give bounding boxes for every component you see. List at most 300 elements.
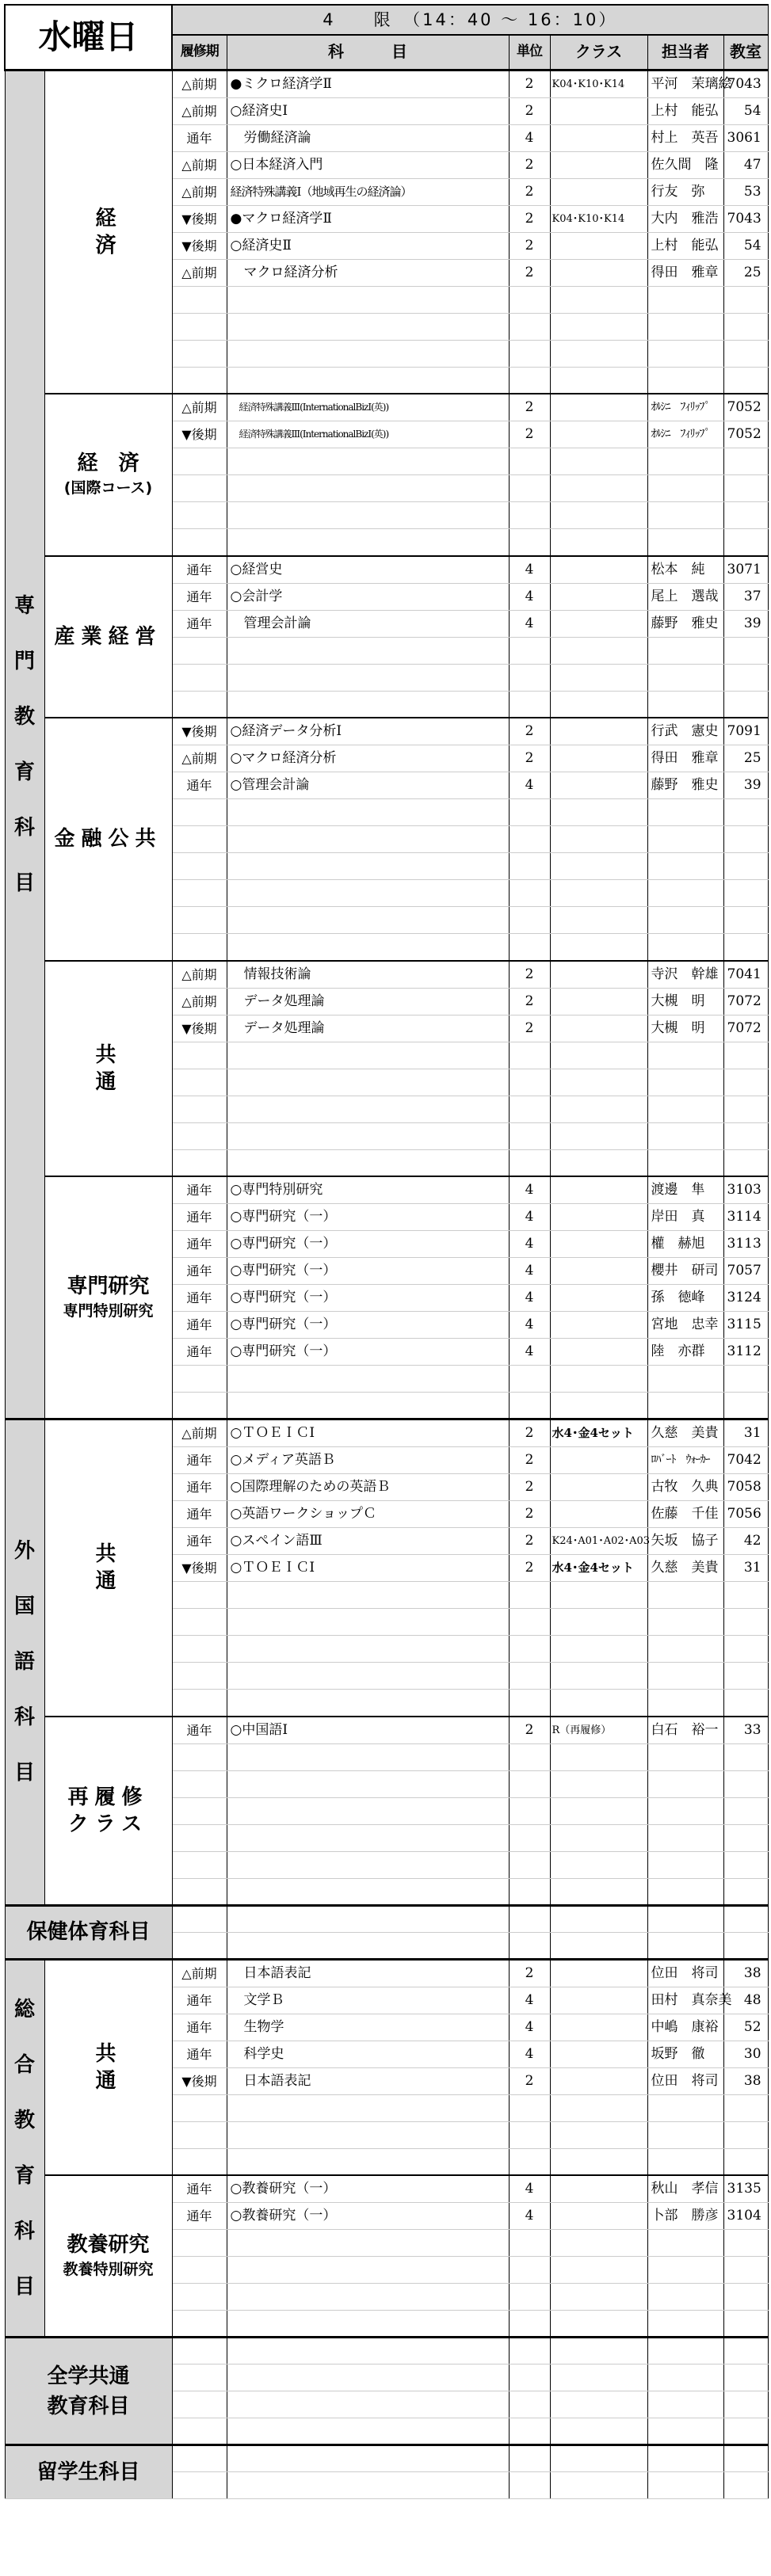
credit-cell: 4 [509, 556, 550, 584]
class-cell [550, 1231, 647, 1258]
category-char: 育 [13, 760, 35, 784]
term-cell [172, 2094, 227, 2121]
subject-cell [227, 1932, 509, 1959]
credit-cell [509, 2472, 550, 2499]
subject-cell [227, 475, 509, 502]
term-cell: 通年 [172, 1204, 227, 1231]
subject-cell [227, 1366, 509, 1393]
class-cell [550, 367, 647, 394]
category-hoken: 保健体育科目 [5, 1905, 172, 1959]
subject-cell: 文学Ｂ [227, 1987, 509, 2014]
room-cell [723, 1122, 768, 1149]
room-cell: 7043 [723, 205, 768, 232]
category-gaikoku [5, 1419, 44, 1906]
class-cell [550, 1122, 647, 1149]
class-cell [550, 961, 647, 989]
period-title: 4 限 （14：40 ～ 16：10） [172, 5, 768, 35]
teacher-cell [647, 799, 723, 826]
table-row [5, 1959, 768, 1987]
credit-cell [509, 1069, 550, 1096]
subject-cell: 生物学 [227, 2014, 509, 2041]
subject-cell [227, 907, 509, 934]
teacher-cell [647, 2094, 723, 2121]
subject-cell: 日本語表記 [227, 2067, 509, 2094]
class-cell [550, 232, 647, 259]
class-cell [550, 610, 647, 637]
group-main: 経 済 [77, 452, 139, 476]
class-cell [550, 1851, 647, 1878]
room-cell [723, 664, 768, 691]
credit-cell: 4 [509, 2175, 550, 2203]
subject-cell [227, 637, 509, 664]
term-cell [172, 1932, 227, 1959]
room-cell: 52 [723, 2014, 768, 2041]
subject-cell: 経済特殊講義Ⅲ(InternationalBizⅠ(英)) [227, 421, 509, 448]
teacher-cell: 宮地 忠幸 [647, 1312, 723, 1339]
teacher-cell [647, 313, 723, 340]
credit-cell [509, 1609, 550, 1636]
credit-cell [509, 1636, 550, 1663]
term-cell: 通年 [172, 1447, 227, 1474]
class-cell [550, 1501, 647, 1528]
teacher-cell: 渡邊 隼 [647, 1176, 723, 1204]
category-sogo [5, 1959, 44, 2338]
credit-cell [509, 2311, 550, 2338]
subject-cell [227, 1851, 509, 1878]
room-cell [723, 799, 768, 826]
subject-cell [227, 1609, 509, 1636]
subject-cell [227, 340, 509, 367]
table-row [5, 2445, 768, 2472]
term-cell [172, 1096, 227, 1122]
teacher-cell: 藤野 雅史 [647, 772, 723, 799]
teacher-cell: 佐藤 千佳 [647, 1501, 723, 1528]
term-cell: ▼後期 [172, 1555, 227, 1582]
class-cell [550, 1176, 647, 1204]
subject-cell: データ処理論 [227, 988, 509, 1015]
class-cell [550, 1690, 647, 1717]
teacher-cell: 權 赫旭 [647, 1231, 723, 1258]
room-cell: 37 [723, 583, 768, 610]
teacher-cell: 坂野 徹 [647, 2041, 723, 2067]
teacher-cell [647, 1149, 723, 1176]
class-cell [550, 1258, 647, 1285]
class-cell [550, 1743, 647, 1770]
subject-cell: 情報技術論 [227, 961, 509, 989]
room-cell [723, 880, 768, 907]
class-cell [550, 2175, 647, 2203]
col-credit-header: 単位 [509, 35, 550, 70]
credit-cell [509, 286, 550, 313]
room-cell: 3071 [723, 556, 768, 584]
subject-cell: ○会計学 [227, 583, 509, 610]
credit-cell: 2 [509, 1528, 550, 1555]
teacher-cell [647, 1393, 723, 1419]
term-cell: △前期 [172, 97, 227, 124]
credit-cell: 2 [509, 1015, 550, 1042]
subject-cell [227, 313, 509, 340]
room-cell [723, 1663, 768, 1690]
group-kinyu: 金融公共 [44, 718, 172, 961]
class-cell [550, 1797, 647, 1824]
term-cell: △前期 [172, 70, 227, 97]
teacher-cell: ﾛﾊﾞｰﾄ ｳｫｰｶｰ [647, 1447, 723, 1474]
term-cell: 通年 [172, 1339, 227, 1366]
subject-cell [227, 1690, 509, 1717]
credit-cell: 2 [509, 988, 550, 1015]
credit-cell: 2 [509, 718, 550, 745]
class-cell [550, 178, 647, 205]
term-cell [172, 2391, 227, 2418]
teacher-cell [647, 2230, 723, 2257]
class-cell [550, 1905, 647, 1932]
room-cell [723, 1851, 768, 1878]
subject-cell: 経済特殊講義Ⅲ(InternationalBizⅠ(英)) [227, 394, 509, 421]
class-cell [550, 448, 647, 475]
term-cell [172, 934, 227, 961]
category-char: 合 [13, 2052, 35, 2077]
credit-cell: 4 [509, 1231, 550, 1258]
teacher-cell [647, 2365, 723, 2391]
day-title: 水曜日 [5, 5, 172, 70]
class-cell [550, 2014, 647, 2041]
teacher-cell [647, 853, 723, 880]
teacher-cell [647, 1366, 723, 1393]
class-cell [550, 2203, 647, 2230]
term-cell: △前期 [172, 745, 227, 772]
term-cell [172, 1878, 227, 1905]
term-cell: 通年 [172, 2014, 227, 2041]
category-char: 外 [13, 1539, 35, 1564]
subject-cell: ●ミクロ経済学Ⅱ [227, 70, 509, 97]
teacher-cell [647, 2391, 723, 2418]
room-cell [723, 1042, 768, 1069]
credit-cell [509, 1797, 550, 1824]
credit-cell: 4 [509, 2203, 550, 2230]
class-cell [550, 97, 647, 124]
table-row [5, 1717, 768, 1744]
subject-cell: ○中国語Ⅰ [227, 1717, 509, 1744]
teacher-cell [647, 826, 723, 853]
subject-cell: ○教養研究（一） [227, 2175, 509, 2203]
class-cell [550, 1582, 647, 1609]
category-char: 国 [13, 1595, 35, 1619]
term-cell [172, 637, 227, 664]
room-cell [723, 475, 768, 502]
credit-cell [509, 340, 550, 367]
room-cell [723, 2445, 768, 2472]
header-row-1 [5, 5, 768, 35]
class-cell [550, 2365, 647, 2391]
subject-cell [227, 1149, 509, 1176]
teacher-cell: 中嶋 康裕 [647, 2014, 723, 2041]
class-cell [550, 1393, 647, 1419]
subject-cell [227, 1824, 509, 1851]
subject-cell: ○スペイン語Ⅲ [227, 1528, 509, 1555]
category-char: 科 [13, 1705, 35, 1730]
teacher-cell [647, 529, 723, 556]
term-cell [172, 664, 227, 691]
teacher-cell [647, 1770, 723, 1797]
credit-cell [509, 799, 550, 826]
credit-cell: 4 [509, 2014, 550, 2041]
teacher-cell: 久慈 美貴 [647, 1555, 723, 1582]
term-cell [172, 529, 227, 556]
category-char: 科 [13, 815, 35, 840]
room-cell: 3104 [723, 2203, 768, 2230]
group-main: 専門研究 [67, 1275, 150, 1298]
col-class-header: クラス [550, 35, 647, 70]
subject-cell [227, 529, 509, 556]
term-cell: ▼後期 [172, 421, 227, 448]
col-subject-header: 科 目 [227, 35, 509, 70]
teacher-cell [647, 880, 723, 907]
teacher-cell: 上村 能弘 [647, 232, 723, 259]
class-cell [550, 1987, 647, 2014]
teacher-cell [647, 907, 723, 934]
subject-cell [227, 826, 509, 853]
class-cell [550, 1042, 647, 1069]
teacher-cell [647, 448, 723, 475]
group-main: 教養研究 [67, 2233, 150, 2257]
class-cell: R（再履修） [550, 1717, 647, 1744]
credit-cell: 4 [509, 610, 550, 637]
room-cell: 39 [723, 772, 768, 799]
subject-cell [227, 1663, 509, 1690]
room-cell [723, 1609, 768, 1636]
room-cell [723, 1096, 768, 1122]
subject-cell: 労働経済論 [227, 124, 509, 151]
credit-cell [509, 1690, 550, 1717]
room-cell [723, 2418, 768, 2445]
class-cell: K24･A01･A02･A03 [550, 1528, 647, 1555]
teacher-cell: 尾上 選哉 [647, 583, 723, 610]
category-char: 科 [13, 2219, 35, 2243]
class-cell [550, 691, 647, 718]
teacher-cell: 藤野 雅史 [647, 610, 723, 637]
class-cell [550, 1959, 647, 1987]
credit-cell [509, 2284, 550, 2311]
group-kyotsu3: 共 通 [44, 1959, 172, 2175]
table-row [5, 1419, 768, 1447]
term-cell: 通年 [172, 1258, 227, 1285]
credit-cell: 2 [509, 205, 550, 232]
room-cell: 39 [723, 610, 768, 637]
category-char: 教 [13, 704, 35, 729]
teacher-cell [647, 1582, 723, 1609]
term-cell [172, 826, 227, 853]
class-cell [550, 2257, 647, 2284]
subject-cell [227, 2257, 509, 2284]
term-cell [172, 2284, 227, 2311]
subject-cell: ○経営史 [227, 556, 509, 584]
credit-cell: 4 [509, 1176, 550, 1204]
teacher-cell: 古牧 久典 [647, 1474, 723, 1501]
teacher-cell [647, 664, 723, 691]
teacher-cell [647, 1690, 723, 1717]
term-cell [172, 1824, 227, 1851]
room-cell [723, 1824, 768, 1851]
term-cell: 通年 [172, 1528, 227, 1555]
term-cell: △前期 [172, 988, 227, 1015]
term-cell [172, 907, 227, 934]
term-cell [172, 799, 227, 826]
credit-cell [509, 1770, 550, 1797]
credit-cell: 2 [509, 1474, 550, 1501]
class-cell [550, 1339, 647, 1366]
subject-cell: ○ＴＯＥＩＣⅠ [227, 1555, 509, 1582]
room-cell: 31 [723, 1419, 768, 1447]
class-cell [550, 2311, 647, 2338]
class-cell [550, 1878, 647, 1905]
credit-cell [509, 934, 550, 961]
credit-cell: 2 [509, 961, 550, 989]
teacher-cell [647, 1096, 723, 1122]
subject-cell [227, 286, 509, 313]
teacher-cell: 陸 亦群 [647, 1339, 723, 1366]
room-cell [723, 934, 768, 961]
credit-cell: 4 [509, 1258, 550, 1285]
term-cell [172, 691, 227, 718]
term-cell: 通年 [172, 2041, 227, 2067]
class-cell [550, 2094, 647, 2121]
term-cell: ▼後期 [172, 2067, 227, 2094]
teacher-cell [647, 1663, 723, 1690]
credit-cell [509, 637, 550, 664]
term-cell: ▼後期 [172, 1015, 227, 1042]
term-cell [172, 1149, 227, 1176]
class-cell [550, 1312, 647, 1339]
term-cell [172, 2472, 227, 2499]
subject-cell: ○英語ワークショップＣ [227, 1501, 509, 1528]
credit-cell: 2 [509, 1959, 550, 1987]
subject-cell: 経済特殊講義Ⅰ（地域再生の経済論） [227, 178, 509, 205]
credit-cell: 2 [509, 151, 550, 178]
room-cell [723, 1393, 768, 1419]
room-cell: 38 [723, 1959, 768, 1987]
teacher-cell: 大槻 明 [647, 988, 723, 1015]
credit-cell [509, 1905, 550, 1932]
credit-cell [509, 2121, 550, 2148]
subject-cell [227, 2094, 509, 2121]
room-cell [723, 637, 768, 664]
subject-cell: 管理会計論 [227, 610, 509, 637]
credit-cell [509, 1393, 550, 1419]
teacher-cell [647, 1824, 723, 1851]
class-cell: K04･K10･K14 [550, 205, 647, 232]
credit-cell: 2 [509, 421, 550, 448]
term-cell [172, 313, 227, 340]
group-sub: 専門特別研究 [63, 1302, 154, 1320]
term-cell [172, 502, 227, 529]
term-cell [172, 448, 227, 475]
subject-cell: 日本語表記 [227, 1959, 509, 1987]
subject-cell [227, 691, 509, 718]
subject-cell [227, 1797, 509, 1824]
term-cell: 通年 [172, 772, 227, 799]
room-cell: 7072 [723, 1015, 768, 1042]
credit-cell: 2 [509, 1419, 550, 1447]
teacher-cell [647, 1878, 723, 1905]
room-cell: 48 [723, 1987, 768, 2014]
subject-cell [227, 2472, 509, 2499]
teacher-cell [647, 2338, 723, 2365]
subject-cell: ○国際理解のための英語Ｂ [227, 1474, 509, 1501]
term-cell: 通年 [172, 556, 227, 584]
credit-cell [509, 1042, 550, 1069]
room-cell [723, 1690, 768, 1717]
term-cell [172, 475, 227, 502]
room-cell: 7056 [723, 1501, 768, 1528]
subject-cell [227, 1122, 509, 1149]
credit-cell: 4 [509, 1987, 550, 2014]
room-cell: 31 [723, 1555, 768, 1582]
class-cell [550, 799, 647, 826]
subject-cell: ○専門研究（一） [227, 1258, 509, 1285]
teacher-cell: 得田 雅章 [647, 745, 723, 772]
term-cell: ▼後期 [172, 232, 227, 259]
term-cell: 通年 [172, 1312, 227, 1339]
subject-cell: ○専門研究（一） [227, 1231, 509, 1258]
subject-cell [227, 2121, 509, 2148]
col-teacher-header: 担当者 [647, 35, 723, 70]
subject-cell: マクロ経済分析 [227, 259, 509, 286]
subject-cell [227, 1905, 509, 1932]
class-cell [550, 2418, 647, 2445]
room-cell: 30 [723, 2041, 768, 2067]
credit-cell: 4 [509, 2041, 550, 2067]
room-cell: 38 [723, 2067, 768, 2094]
credit-cell [509, 1366, 550, 1393]
term-cell [172, 1690, 227, 1717]
teacher-cell [647, 502, 723, 529]
room-cell [723, 2148, 768, 2175]
class-cell [550, 2121, 647, 2148]
class-cell [550, 1069, 647, 1096]
term-cell: 通年 [172, 1285, 227, 1312]
room-cell: 7072 [723, 988, 768, 1015]
credit-cell [509, 313, 550, 340]
credit-cell [509, 907, 550, 934]
room-cell: 33 [723, 1717, 768, 1744]
room-cell: 25 [723, 745, 768, 772]
class-cell [550, 529, 647, 556]
term-cell [172, 286, 227, 313]
teacher-cell: 寺沢 幹雄 [647, 961, 723, 989]
subject-cell: ●マクロ経済学Ⅱ [227, 205, 509, 232]
room-cell [723, 1878, 768, 1905]
class-cell [550, 583, 647, 610]
room-cell [723, 340, 768, 367]
room-cell: 3135 [723, 2175, 768, 2203]
group-sub: (国際コース) [63, 479, 153, 497]
term-cell [172, 2311, 227, 2338]
room-cell: 3112 [723, 1339, 768, 1366]
teacher-cell: 白石 裕一 [647, 1717, 723, 1744]
teacher-cell: 田村 真奈美 [647, 1987, 723, 2014]
credit-cell [509, 1824, 550, 1851]
room-cell: 54 [723, 232, 768, 259]
term-cell [172, 1905, 227, 1932]
term-cell [172, 2257, 227, 2284]
table-row [5, 1176, 768, 1204]
subject-cell [227, 2445, 509, 2472]
term-cell [172, 1770, 227, 1797]
term-cell [172, 1122, 227, 1149]
room-cell [723, 1149, 768, 1176]
class-cell [550, 1663, 647, 1690]
term-cell [172, 880, 227, 907]
